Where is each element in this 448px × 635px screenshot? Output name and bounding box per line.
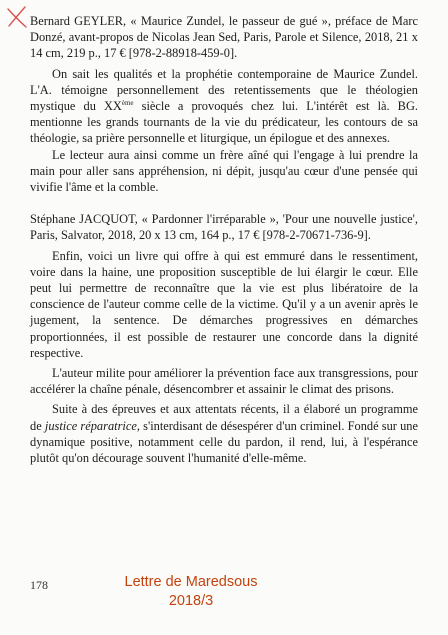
stamp-issue: 2018/3 — [168, 593, 214, 609]
justice-reparatrice-italic: justice réparatrice — [44, 418, 137, 433]
review-2-paragraph-3-text: Suite à des épreuves et aux attentats récents, il a élaboré un programme de — [30, 402, 418, 433]
review-2-paragraph-1: Enfin, voici un livre qui offre à qui est emmuré dans le ressentiment, voire dans la haine, une proposition susceptible de lui élargir le cœur. Elle peut lui permettre de reconnaître que la vie est plus libératoire de la conscience de l'auteur comme celle de la victime. Qu'il y a un avenir après le jugement, la sentence. De démarches progressives en démarches proportionnées, il est possible de restaurer une concorde dans la dignité respective. — [30, 248, 418, 360]
stamp-publication: Lettre de Maredsous — [124, 574, 258, 590]
review-1-paragraph-2: Le lecteur aura ainsi comme un frère aîné qui l'engage à lui prendre la main pour aller sans appréhension, ni dépit, jusqu'au cœur d'une pensée qui vivifie l'âme et la comble. — [30, 147, 418, 195]
review-2-heading: Stéphane JACQUOT, « Pardonner l'irréparable », 'Pour une nouvelle justice', Paris, Salvator, 2018, 20 x 13 cm, 164 p., 17 € [978-2-70671-736-9]. — [30, 212, 418, 243]
review-2-paragraph-2: L'auteur milite pour améliorer la prévention face aux transgressions, pour accélérer la chaîne pénale, désencombrer et assainir le climat des prisons. — [30, 366, 418, 397]
review-1-paragraph-1-text-end: siècle a provoqués chez lui. L'intérêt est là. BG. mentionne les grands tournants de la vie du prédicateur, les contours de sa théologie, sa prière personnelle et liturgique, un épilogue et des annexes. — [30, 99, 418, 146]
review-1-heading: Bernard GEYLER, « Maurice Zundel, le passeur de gué », préface de Marc Donzé, avant-propos de Nicolas Jean Sed, Paris, Parole et Silence, 2018, 21 x 14 cm, 219 p., 17 € [978-2-88918-459-0]. — [30, 14, 418, 61]
century-superscript: ème — [121, 99, 134, 108]
review-2-paragraph-3-text-end: , s'interdisant de désespérer d'un criminel. Fondé sur une dynamique positive, notamment celle du pardon, il rend, lui, à l'espérance plutôt qu'on décourage souvent l'humanité d'elle-même. — [30, 418, 418, 466]
review-1-paragraph-1 — [30, 66, 418, 147]
source-stamp — [106, 573, 276, 611]
red-cross-mark-icon — [4, 4, 30, 30]
review-2-paragraph-3 — [30, 401, 418, 466]
review-1-paragraph-1-text: On sait les qualités et la prophétie contemporaine de Maurice Zundel. L'A. témoigne personnellement des retentissements que le théologien mystique du XX — [30, 66, 418, 114]
review-text-block — [30, 13, 418, 466]
page-number: 178 — [30, 578, 48, 592]
